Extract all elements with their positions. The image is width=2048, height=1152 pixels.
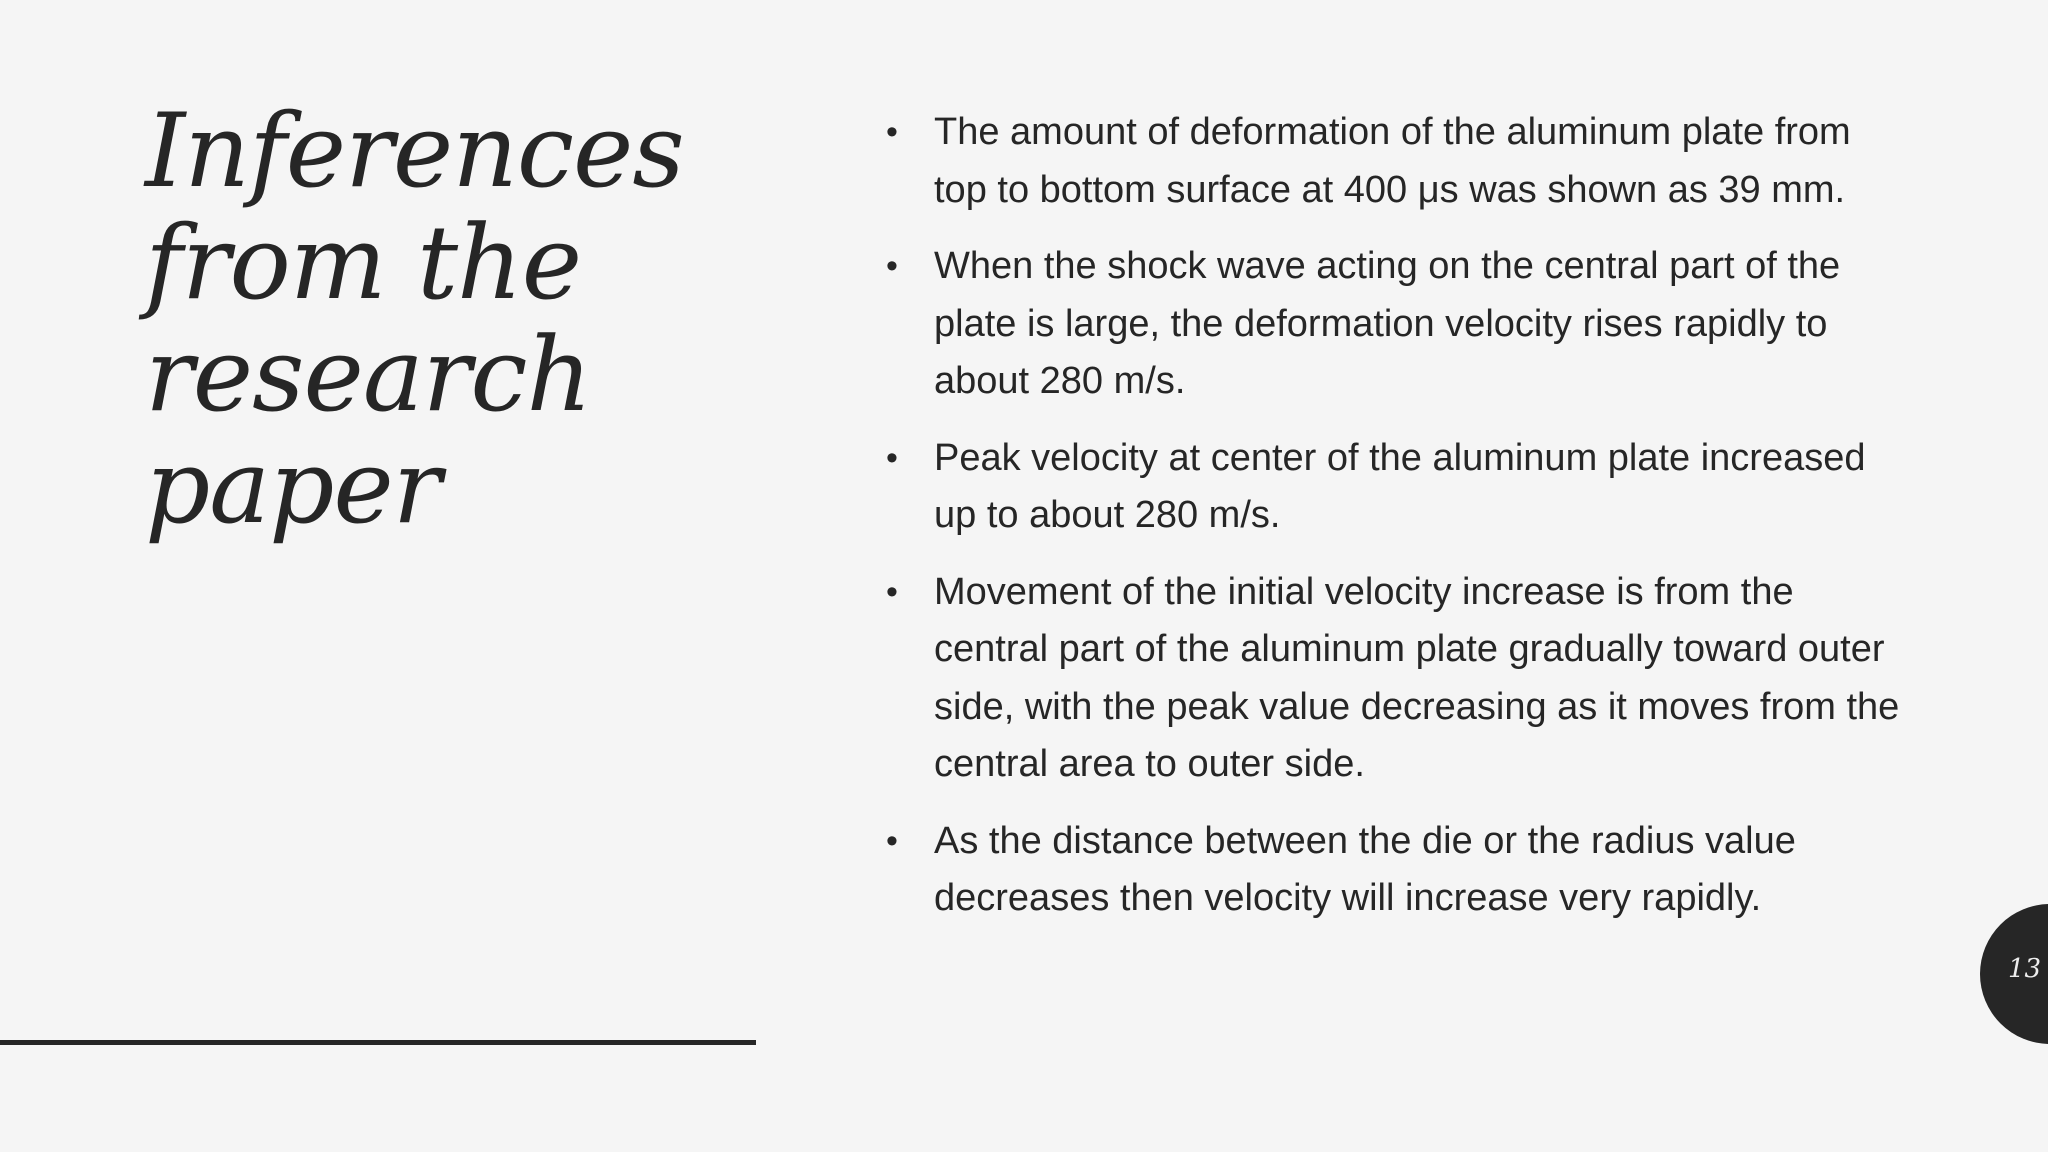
title-line: research bbox=[145, 316, 592, 435]
title-line: paper bbox=[145, 428, 441, 547]
slide-title bbox=[145, 92, 785, 547]
bullet-dot-icon: • bbox=[886, 113, 898, 151]
bullet-dot-icon: • bbox=[886, 821, 898, 860]
title-line: from the bbox=[145, 204, 582, 323]
bullet-item bbox=[880, 238, 1910, 411]
bullet-item bbox=[880, 104, 1910, 219]
bullet-text: As the distance between the die or the radius value decreases then velocity will increase very rapidly. bbox=[934, 819, 1796, 919]
bullet-dot-icon: • bbox=[886, 247, 898, 285]
bullet-dot-icon: • bbox=[886, 572, 898, 611]
bullet-text: Movement of the initial velocity increase is from the central part of the aluminum plate gradually toward outer side, with the peak value decreasing as it moves from the central area to outer side. bbox=[934, 570, 1900, 785]
bullet-item bbox=[880, 813, 1910, 928]
bullet-item bbox=[880, 564, 1910, 794]
page-number-badge bbox=[1980, 904, 2048, 1044]
title-underline-rule bbox=[0, 1040, 756, 1045]
bullet-text: When the shock wave acting on the central part of the plate is large, the deformation velocity rises rapidly to about 280 m/s. bbox=[934, 245, 1841, 402]
title-line: Inferences bbox=[145, 92, 684, 211]
bullet-text: The amount of deformation of the aluminum plate from top to bottom surface at 400 μs was shown as 39 mm. bbox=[934, 111, 1851, 211]
bullet-list bbox=[880, 104, 1910, 947]
bullet-dot-icon: • bbox=[886, 438, 898, 477]
bullet-item bbox=[880, 430, 1910, 545]
page-number: 13 bbox=[2008, 954, 2042, 984]
bullet-text: Peak velocity at center of the aluminum plate increased up to about 280 m/s. bbox=[934, 436, 1866, 536]
